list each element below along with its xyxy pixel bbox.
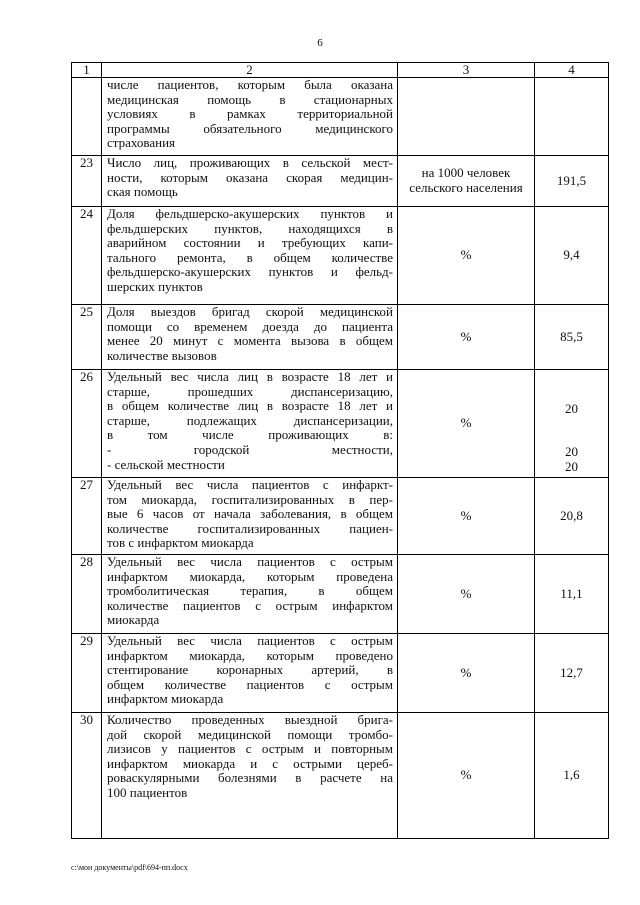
indicator-line: Удельный вес числа пациентов с острым xyxy=(107,555,393,569)
row-number: 30 xyxy=(72,713,102,839)
table-row xyxy=(72,555,609,634)
indicator-line: страхования xyxy=(107,136,176,151)
table-row xyxy=(72,156,609,207)
indicator-line: количестве пациентов с острым инфарктом xyxy=(107,598,393,613)
indicator-line: программы обязательного медицинского xyxy=(107,121,393,136)
indicator-line: числе пациентов, которым была оказана xyxy=(107,78,393,92)
unit-of-measure: на 1000 человек сельского населения xyxy=(398,156,535,207)
row-number: 23 xyxy=(72,156,102,207)
indicator-line: условиях в рамках территориальной xyxy=(107,107,393,122)
indicator-value-item: 9,4 xyxy=(563,247,580,263)
indicator-value xyxy=(535,634,609,713)
indicator-name xyxy=(102,634,398,713)
indicator-line: Число лиц, проживающих в сельской мест- xyxy=(107,156,393,170)
indicator-line: аварийном состоянии и требующих капи- xyxy=(107,236,393,251)
indicator-line: вые 6 часов от начала заболевания, в общем xyxy=(107,507,393,522)
indicator-line: ности, которым оказана скорая медицин- xyxy=(107,170,393,185)
indicator-value-item: 191,5 xyxy=(556,172,587,188)
indicator-line: количестве вызовов xyxy=(107,348,217,363)
indicator-name xyxy=(102,478,398,555)
unit-of-measure: % xyxy=(398,555,535,634)
indicator-line: количестве госпитализированных пациен- xyxy=(107,521,393,536)
indicator-value xyxy=(535,478,609,555)
indicator-line: 100 пациентов xyxy=(107,785,188,800)
unit-of-measure: % xyxy=(398,478,535,555)
file-path-footer: c:\мои документы\pdf\694-пп.docx xyxy=(71,863,188,872)
indicator-line: тромболитическая терапия, в общем xyxy=(107,584,393,599)
indicator-line: Удельный вес числа лиц в возрасте 18 лет и xyxy=(107,370,393,384)
indicator-line: фельдшерско-акушерских пунктов и фельд- xyxy=(107,265,393,280)
row-number: 25 xyxy=(72,305,102,370)
row-number: 24 xyxy=(72,207,102,305)
indicator-line: ская помощь xyxy=(107,185,178,200)
indicator-line: медицинская помощь в стационарных xyxy=(107,92,393,107)
indicator-line: шерских пунктов xyxy=(107,279,203,294)
indicator-line: инфарктом миокарда, которым проведено xyxy=(107,648,393,663)
indicator-name xyxy=(102,555,398,634)
indicator-value xyxy=(535,305,609,370)
indicator-line: Доля выездов бригад скорой медицинской xyxy=(107,305,393,319)
indicator-line: роваскулярными болезнями в расчете на xyxy=(107,771,393,786)
indicator-value xyxy=(535,156,609,207)
indicator-name xyxy=(102,305,398,370)
indicator-value xyxy=(535,78,609,156)
indicator-name xyxy=(102,370,398,478)
row-number: 26 xyxy=(72,370,102,478)
table-row xyxy=(72,305,609,370)
indicator-value xyxy=(535,713,609,839)
table-header-row xyxy=(72,63,609,78)
table-row xyxy=(72,634,609,713)
unit-of-measure: % xyxy=(398,370,535,478)
indicator-value-item: 20 xyxy=(565,444,578,460)
indicator-name xyxy=(102,207,398,305)
indicator-line: тального ремонта, в общем количестве xyxy=(107,250,393,265)
indicator-line: старше, подлежащих диспансеризации, xyxy=(107,413,393,428)
indicator-name xyxy=(102,156,398,207)
indicator-line: инфарктом миокарда xyxy=(107,692,224,707)
unit-of-measure: % xyxy=(398,634,535,713)
indicator-line: инфарктом миокарда, которым проведена xyxy=(107,569,393,584)
indicator-line: инфарктом миокарда и с острыми цереб- xyxy=(107,756,393,771)
indicator-line: в общем количестве лиц в возрасте 18 лет и xyxy=(107,399,393,414)
row-number: 28 xyxy=(72,555,102,634)
indicator-line: фельдшерских пунктов, находящихся в xyxy=(107,221,393,236)
column-header-1: 1 xyxy=(72,63,102,78)
indicator-line: в том числе проживающих в: xyxy=(107,428,393,443)
table-row xyxy=(72,478,609,555)
table-row xyxy=(72,78,609,156)
indicator-value-item: 20 xyxy=(565,400,578,416)
indicators-table xyxy=(71,62,609,839)
row-number: 29 xyxy=(72,634,102,713)
unit-of-measure: % xyxy=(398,713,535,839)
indicator-line: старше, прошедших диспансеризацию, xyxy=(107,384,393,399)
table-row xyxy=(72,370,609,478)
indicator-value-item: 20,8 xyxy=(560,507,583,523)
indicator-line: миокарда xyxy=(107,613,160,628)
indicator-line: том миокарда, госпитализированных в пер- xyxy=(107,492,393,507)
page-number: 6 xyxy=(317,37,323,49)
indicator-line: лизисов у пациентов с острым и повторным xyxy=(107,742,393,757)
indicator-value-item: 12,7 xyxy=(560,664,583,680)
indicator-line: Доля фельдшерско-акушерских пунктов и xyxy=(107,207,393,221)
indicator-value xyxy=(535,207,609,305)
indicator-line: тов с инфарктом миокарда xyxy=(107,536,254,551)
indicator-value-item: 20 xyxy=(565,458,578,474)
row-number: 27 xyxy=(72,478,102,555)
table-row xyxy=(72,713,609,839)
unit-of-measure: % xyxy=(398,305,535,370)
row-number xyxy=(72,78,102,156)
unit-of-measure xyxy=(398,78,535,156)
indicator-line: менее 20 минут с момента вызова в общем xyxy=(107,334,393,349)
indicator-value xyxy=(535,370,609,478)
indicator-line: Удельный вес числа пациентов с острым xyxy=(107,634,393,648)
unit-of-measure: % xyxy=(398,207,535,305)
indicator-line: дой скорой медицинской помощи тромбо- xyxy=(107,727,393,742)
column-header-2: 2 xyxy=(102,63,398,78)
indicator-line: - городской местности, xyxy=(107,442,393,457)
table-row xyxy=(72,207,609,305)
indicator-line: общем количестве пациентов с острым xyxy=(107,677,393,692)
indicator-line: - сельской местности xyxy=(107,457,225,472)
indicator-name xyxy=(102,713,398,839)
indicator-value-item: 11,1 xyxy=(560,585,583,601)
column-header-3: 3 xyxy=(398,63,535,78)
indicator-value-item: 1,6 xyxy=(563,767,580,783)
indicator-value xyxy=(535,555,609,634)
indicator-line: Удельный вес числа пациентов с инфаркт- xyxy=(107,478,393,492)
indicator-name xyxy=(102,78,398,156)
indicator-line: стентирование коронарных артерий, в xyxy=(107,663,393,678)
indicator-line: Количество проведенных выездной брига- xyxy=(107,713,393,727)
indicator-value-item: 85,5 xyxy=(560,328,583,344)
indicator-line: помощи со временем доезда до пациента xyxy=(107,319,393,334)
column-header-4: 4 xyxy=(535,63,609,78)
